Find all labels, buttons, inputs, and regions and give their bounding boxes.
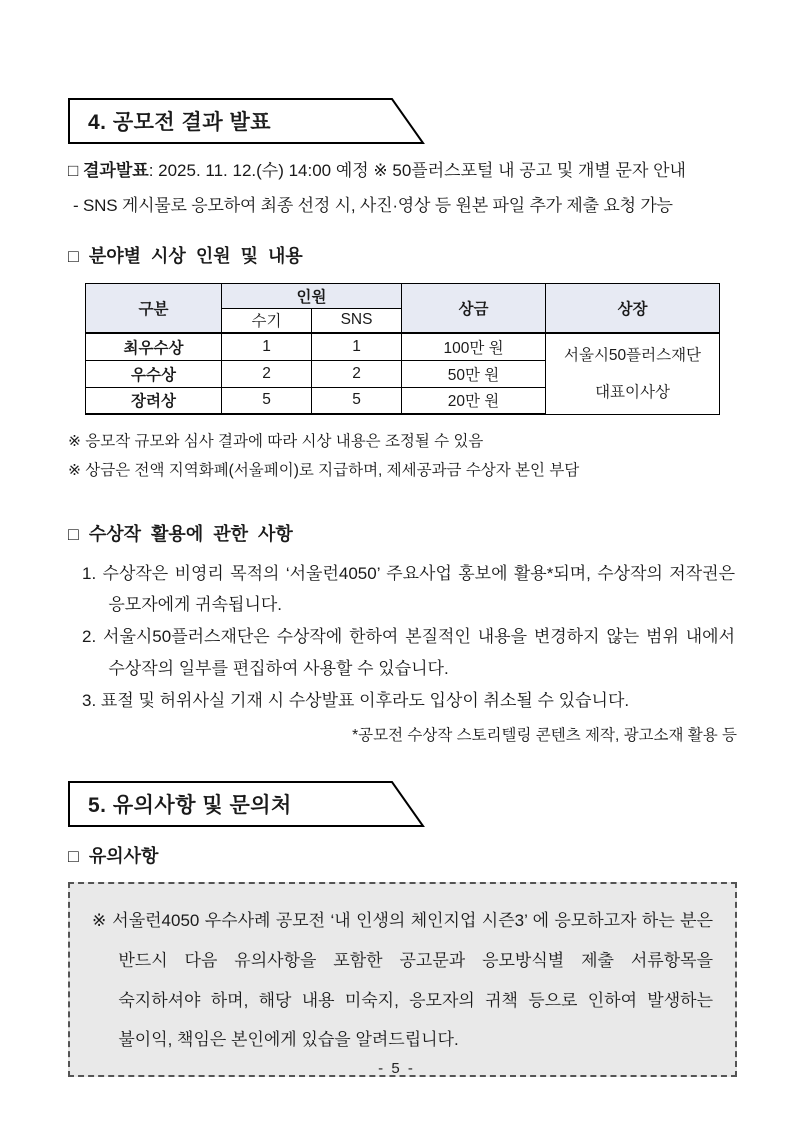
handwriting-count-cell: 5 xyxy=(222,387,312,414)
certificate-line1: 서울시50플러스재단 xyxy=(564,346,702,364)
usage-heading: □ 수상작 활용에 관한 사항 xyxy=(68,523,293,544)
col-header-handwriting: 수기 xyxy=(222,308,312,333)
table-notes xyxy=(68,428,737,485)
col-header-prize: 상금 xyxy=(402,283,546,333)
usage-item: 3. 표절 및 허위사실 기재 시 수상발표 이후라도 입상이 취소될 수 있습니다. xyxy=(82,691,630,711)
sns-count-cell: 2 xyxy=(312,360,402,387)
sns-count-cell: 1 xyxy=(312,333,402,360)
certificate-cell xyxy=(546,333,720,414)
page-number: - 5 - xyxy=(378,1060,415,1077)
col-header-sns: SNS xyxy=(312,308,402,333)
col-header-certificate: 상장 xyxy=(546,283,720,333)
table-note: ※ 응모작 규모와 심사 결과에 따라 시상 내용은 조정될 수 있음 xyxy=(68,433,484,451)
usage-item: 1. 수상작은 비영리 목적의 ‘서울런4050’ 주요사업 홍보에 활용*되며, 수상작의 저작권은 응모자에게 귀속됩니다. xyxy=(82,563,735,615)
section5-title: 5. 유의사항 및 문의처 xyxy=(88,794,292,818)
prize-cell: 100만 원 xyxy=(402,333,546,360)
prize-cell: 20만 원 xyxy=(402,387,546,414)
award-table-header-row xyxy=(86,283,720,308)
sns-count-cell: 5 xyxy=(312,387,402,414)
cautions-heading: □ 유의사항 xyxy=(68,846,159,867)
page-content xyxy=(68,98,737,1077)
result-announce-label: □ 결과발표 xyxy=(68,161,149,180)
usage-footnote: *공모전 수상작 스토리텔링 콘텐츠 제작, 광고소재 활용 등 xyxy=(352,727,737,745)
grade-cell: 우수상 xyxy=(86,360,222,387)
prize-cell: 50만 원 xyxy=(402,360,546,387)
grade-cell: 장려상 xyxy=(86,387,222,414)
section5-banner xyxy=(68,781,426,827)
usage-item: 2. 서울시50플러스재단은 수상작에 한하여 본질적인 내용을 변경하지 않는 범위 내에서 수상작의 일부를 편집하여 사용할 수 있습니다. xyxy=(82,627,735,679)
handwriting-count-cell: 1 xyxy=(222,333,312,360)
result-announce-text: : 2025. 11. 12.(수) 14:00 예정 ※ 50플러스포털 내 공고 및 개별 문자 안내 xyxy=(148,161,686,180)
cautions-notice-box xyxy=(68,882,737,1076)
col-header-people: 인원 xyxy=(222,283,402,308)
grade-cell: 최우수상 xyxy=(86,333,222,360)
result-announce-subline: - SNS 게시물로 응모하여 최종 선정 시, 사진·영상 등 원본 파일 추가 제출 요청 가능 xyxy=(73,196,673,216)
handwriting-count-cell: 2 xyxy=(222,360,312,387)
section4-title: 4. 공모전 결과 발표 xyxy=(88,111,272,134)
cautions-notice-text: ※ 서울런4050 우수사례 공모전 ‘내 인생의 체인지업 시즌3’ 에 응모하고자 하는 분은 반드시 다음 유의사항을 포함한 공고문과 응모방식별 제출 서류항목을 숙지하셔야 하며, 해당 내용 미숙지, 응모자의 귀책 등으로 인하여 발생하는 불이익, 책임은 본인에게 있습을 알려드립니다. xyxy=(92,911,713,1050)
col-header-group: 구분 xyxy=(86,283,222,333)
award-table xyxy=(85,283,720,416)
section4-banner xyxy=(68,98,426,144)
table-row xyxy=(86,333,720,360)
usage-list xyxy=(82,558,735,718)
result-announce-line xyxy=(68,158,737,184)
table-note: ※ 상금은 전액 지역화폐(서울페이)로 지급하며, 제세공과금 수상자 본인 부담 xyxy=(68,461,580,479)
certificate-line2: 대표이사상 xyxy=(595,383,670,401)
awards-heading: □ 분야별 시상 인원 및 내용 xyxy=(68,245,303,266)
